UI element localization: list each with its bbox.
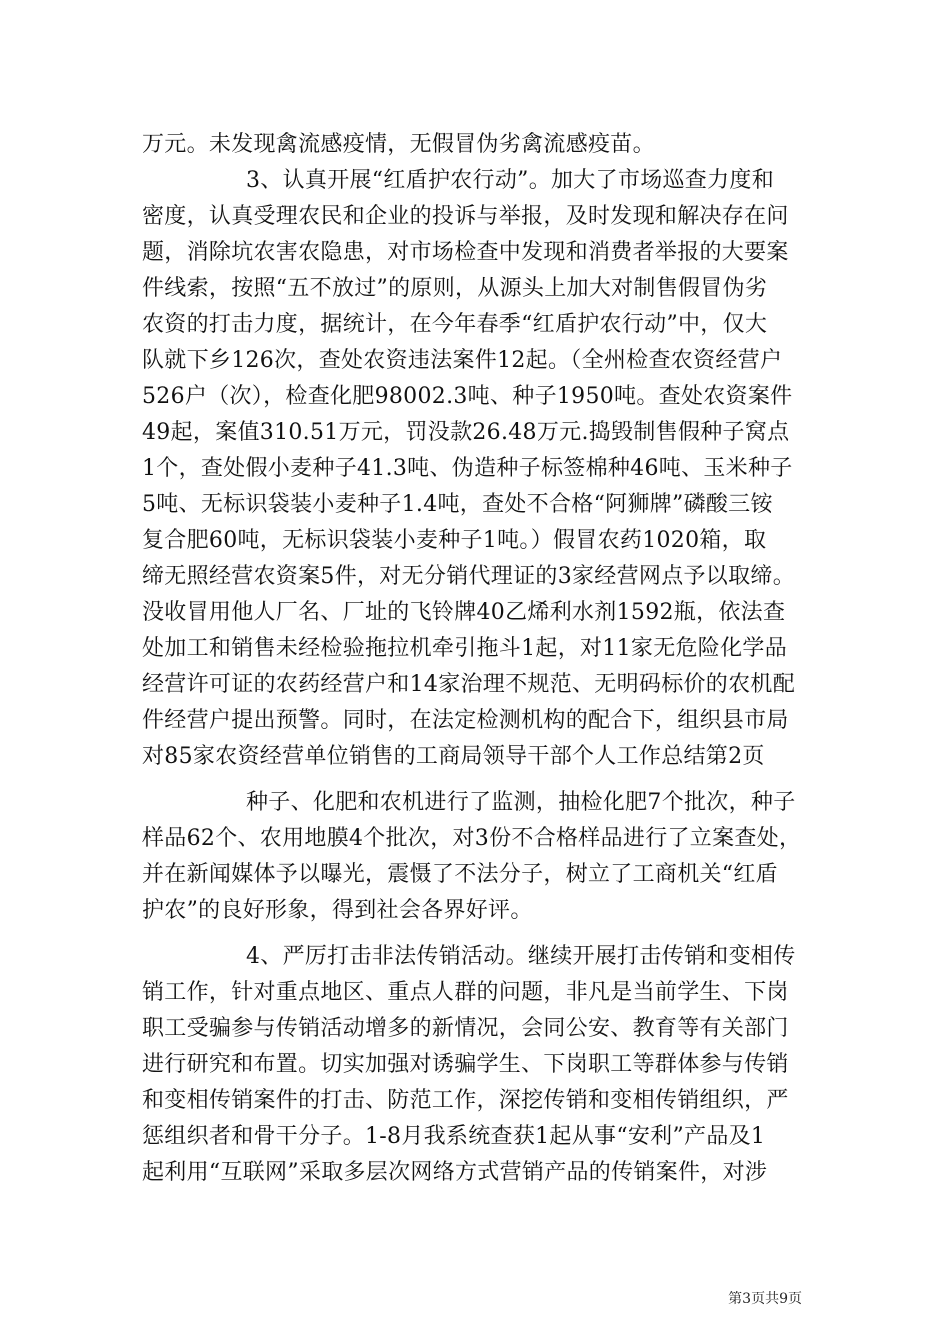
text-line: 没收冒用他人厂名、厂址的飞铃牌40乙烯利水剂1592瓶，依法查 xyxy=(142,600,786,625)
text-line: 职工受骗参与传销活动增多的新情况，会同公安、教育等有关部门 xyxy=(142,1016,789,1041)
text-line: 49起，案值310.51万元，罚没款26.48万元.捣毁制售假种子窝点 xyxy=(142,420,790,445)
text-line: 和变相传销案件的打击、防范工作，深挖传销和变相传销组织，严 xyxy=(142,1088,789,1113)
text-line: 种子、化肥和农机进行了监测，抽检化肥7个批次，种子 xyxy=(246,790,796,815)
text-line: 对85家农资经营单位销售的工商局领导干部个人工作总结第2页 xyxy=(142,744,765,769)
text-line: 农资的打击力度，据统计，在今年春季“红盾护农行动”中，仅大 xyxy=(142,312,768,337)
text-line: 密度，认真受理农民和企业的投诉与举报，及时发现和解决存在问 xyxy=(142,204,789,229)
text-line: 队就下乡126次，查处农资违法案件12起。（全州检查农资经营户 xyxy=(142,348,783,373)
text-line: 526户（次），检查化肥98002.3吨、种子1950吨。查处农资案件 xyxy=(142,384,793,409)
text-line: 万元。未发现禽流感疫情，无假冒伪劣禽流感疫苗。 xyxy=(142,132,655,157)
text-line: 5吨、无标识袋装小麦种子1.4吨，查处不合格“阿狮牌”磷酸三铵 xyxy=(142,492,773,517)
text-line: 3、认真开展“红盾护农行动”。加大了市场巡查力度和 xyxy=(246,168,774,193)
text-line: 护农”的良好形象，得到社会各界好评。 xyxy=(142,898,533,923)
text-line: 复合肥60吨，无标识袋装小麦种子1吨。）假冒农药1020箱，取 xyxy=(142,528,767,553)
text-line: 题，消除坑农害农隐患，对市场检查中发现和消费者举报的大要案 xyxy=(142,240,789,265)
text-line: 1个，查处假小麦种子41.3吨、伪造种子标签棉种46吨、玉米种子 xyxy=(142,456,793,481)
text-line: 起利用“互联网”采取多层次网络方式营销产品的传销案件，对涉 xyxy=(142,1160,768,1185)
text-line: 件线索，按照“五不放过”的原则，从源头上加大对制售假冒伪劣 xyxy=(142,276,768,301)
text-line: 件经营户提出预警。同时，在法定检测机构的配合下，组织县市局 xyxy=(142,708,789,733)
text-line: 样品62个、农用地膜4个批次，对3份不合格样品进行了立案查处， xyxy=(142,826,802,851)
text-line: 4、严厉打击非法传销活动。继续开展打击传销和变相传 xyxy=(246,944,796,969)
text-line: 销工作，针对重点地区、重点人群的问题，非凡是当前学生、下岗 xyxy=(142,980,789,1005)
page-number-footer: 第3页共9页 xyxy=(728,1291,802,1307)
text-line: 惩组织者和骨干分子。1-8月我系统查获1起从事“安利”产品及1 xyxy=(142,1124,766,1149)
text-line: 经营许可证的农药经营户和14家治理不规范、无明码标价的农机配 xyxy=(142,672,795,697)
text-line: 并在新闻媒体予以曝光，震慑了不法分子，树立了工商机关“红盾 xyxy=(142,862,778,887)
text-line: 处加工和销售未经检验拖拉机牵引拖斗1起，对11家无危险化学品 xyxy=(142,636,787,661)
text-line: 进行研究和布置。切实加强对诱骗学生、下岗职工等群体参与传销 xyxy=(142,1052,789,1077)
text-line: 缔无照经营农资案5件，对无分销代理证的3家经营网点予以取缔。 xyxy=(142,564,795,589)
